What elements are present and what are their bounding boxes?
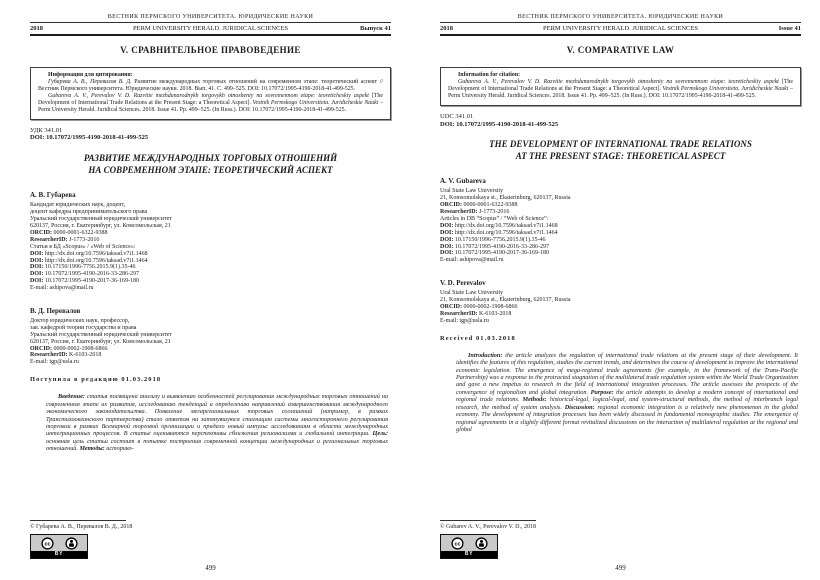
author-1-details	[30, 202, 391, 292]
author-1-name: А. В. Губарева	[30, 191, 76, 200]
article-title-line2: AT THE PRESENT STAGE: THEORETICAL ASPECT	[515, 151, 726, 162]
author-detail-line: Статьи в БД «Scopus» / «Web of Science»:	[30, 243, 136, 250]
creative-commons-icon	[451, 537, 464, 550]
author-1-name: A. V. Gubareva	[440, 177, 486, 186]
author-detail-line: Доктор юридических наук, профессор,	[30, 317, 130, 324]
article-title-line1: РАЗВИТИЕ МЕЖДУНАРОДНЫХ ТОРГОВЫХ ОТНОШЕНИЙ	[83, 153, 338, 164]
citation-text-segment: – Perm University Herald. Juridical Sciences. 2018. Issue 41. Pp. 499–525. (In Russ.). DOI: 10.17072/1995-4190-2018-41-499-525.	[448, 85, 793, 99]
page-footer	[440, 520, 801, 572]
author-2-details	[30, 318, 391, 366]
author-detail-line: DOI: 10.17072/1995-4190-2017-36-169-180	[440, 250, 550, 257]
received-date: Поступила в редакцию 01.03.2018	[30, 376, 162, 384]
cc-by-license-badge	[30, 534, 88, 559]
citation-box	[30, 67, 391, 120]
author-detail-line: DOI: 10.17072/1995-4190-2016-33-286-297	[30, 271, 140, 278]
citation-text-segment: Vestnik Permskogo Universiteta. Juridicheskie Nauki	[252, 99, 379, 106]
author-detail-line: E-mail: ashipova@mail.ru	[30, 285, 94, 292]
abstract-segment: Discussion: regional economic integration is a relatively new phenomenon in the global economy. The development of integration processes has been widely discussed in fundamental monographic studies. The emergence of regional agreements in a slightly different format revitalized discussions on the interaction of multilateral regulation at the regional and global	[456, 403, 798, 434]
citation-text-segment: [The Development of International Trade Relations at the Present Stage: a Theoretical Aspect].	[448, 78, 793, 92]
journal-header-row	[440, 25, 801, 32]
citation-text-segment: Губарева А. В., Перевалов В. Д.	[48, 78, 132, 85]
abstract-segment: Introduction: the article analyzes the regulation of international trade relations at the present stage of their development. It identifies the features of this regulation, studies the current trends, and determines the course of development to improve the international economic legislation. The emergence of mega-regional trade agreements (for example, in the framework of the Trans-Pacific Partnership) was a response to the protracted stagnation of the multilateral trade regulation system within the World Trade Organization and gave a new impetus to research in the field of international integration processes. The article assesses the prospects of the convergence of regionalism and global integration.	[456, 351, 798, 396]
journal-title-english: PERM UNIVERSITY HERALD. JURIDICAL SCIENCES	[543, 25, 698, 32]
svg-text:cc: cc	[453, 541, 461, 548]
author-detail-line: E-mail: tgp@usla.ru	[30, 359, 79, 366]
udc-block	[30, 127, 391, 142]
article-title	[30, 152, 391, 176]
cc-by-license-badge	[440, 534, 498, 559]
article-title-line2: НА СОВРЕМЕННОМ ЭТАПЕ: ТЕОРЕТИЧЕСКИЙ АСПЕКТ	[88, 165, 333, 176]
author-detail-line: 620137, Россия, г. Екатеринбург, ул. Комсомольская, 21	[30, 338, 171, 345]
author-detail-line: 620137, Россия, г. Екатеринбург, ул. Комсомольская, 21	[30, 223, 171, 230]
author-detail-line: ORCID: 0000-0001-6322-9388	[440, 202, 518, 209]
article-title-line1: THE DEVELOPMENT OF INTERNATIONAL TRADE RELATIONS	[489, 139, 752, 150]
author-detail-line: ORCID: 0000-0001-6322-9388	[30, 229, 108, 236]
header-rule-thick	[440, 34, 801, 36]
article-doi: DOI: 10.17072/1995-4190-2018-41-499-525	[30, 134, 149, 142]
journal-header-row	[30, 25, 391, 32]
author-detail-line: DOI: http://dx.doi.org/10.7596/taksad.v7i1.1464	[30, 257, 148, 264]
author-detail-line: DOI: http://dx.doi.org/10.7596/taksad.v7i1.1468	[30, 250, 148, 257]
citation-text-segment: Развитие международных торговых отношений на современном этапе: теоретический аспект // Вестник Пермского университета. Юридические науки. 2018. Вып. 41. С. 499–525. DOI: 10.17072/1995-4190-2018-41-499-525.	[38, 78, 384, 92]
author-detail-line: Кандидат юридических наук, доцент,	[30, 202, 126, 209]
author-detail-line: 21, Komsomolskaya st., Ekaterinburg, 620137, Russia	[440, 195, 571, 202]
header-rule-thick	[30, 34, 391, 36]
author-detail-line: DOI: 10.17072/1995-4190-2017-36-169-180	[30, 278, 140, 285]
author-detail-line: ResearcherID: K-6103-2018	[30, 352, 102, 359]
article-title	[440, 138, 801, 162]
journal-issue: Выпуск 41	[360, 25, 391, 32]
journal-title-russian: ВЕСТНИК ПЕРМСКОГО УНИВЕРСИТЕТА. ЮРИДИЧЕСКИЕ НАУКИ	[517, 14, 724, 20]
copyright-line: © Губарева А. В., Перевалов В. Д., 2018	[30, 524, 133, 530]
author-detail-line: ORCID: 0000-0002-1908-6866	[30, 345, 108, 352]
author-detail-line: DOI: http://dx.doi.org/10.7596/taksad.v7i1.1464	[440, 229, 558, 236]
page-number: 499	[205, 564, 216, 572]
abstract-segment: Purpose: the article attempts to develop a modern concept of international and regional trade relations.	[456, 388, 798, 404]
author-detail-line: Articles in DB “Scopus” / “Web of Science”:	[440, 216, 549, 223]
author-detail-line: Ural State Law University	[440, 290, 504, 297]
journal-issue: Issue 41	[778, 25, 801, 32]
author-detail-line: DOI: 10.17072/1995-4190-2016-33-286-297	[440, 243, 550, 250]
author-2-name: V. D. Perevalov	[440, 279, 486, 288]
cc-badge-icons	[441, 535, 497, 551]
author-detail-line: доцент кафедры предпринимательского права	[30, 209, 148, 216]
copyright-line: © Gubarev A. V., Perevalov V. D., 2018	[440, 524, 536, 530]
abstract-segment: Цель: основная цель статьи состоит в попытке построения современной концепции международных и региональных торговых отношений.	[46, 430, 388, 453]
abstract-segment: Методы: историко-	[79, 445, 134, 453]
citation-paragraph-translit	[38, 93, 383, 114]
footnote-rule	[30, 520, 126, 521]
abstract-segment: Methods: historical-legal, logical-legal, and system-structural methods, the method of interbranch legal research, the method of system analysis.	[456, 396, 798, 411]
udc-block	[440, 113, 801, 128]
udc-number: УДК 341.01	[30, 126, 63, 134]
abstract-paragraph	[456, 352, 798, 434]
citation-heading: Information for citation:	[458, 72, 521, 78]
header-rule-thin	[30, 22, 391, 23]
author-detail-line: ORCID: 0000-0002-1908-6866	[440, 304, 518, 311]
attribution-person-icon	[65, 537, 78, 550]
author-detail-line: ResearcherID: J-1773-2016	[440, 209, 510, 216]
attribution-person-icon	[475, 537, 488, 550]
page-footer	[30, 520, 391, 572]
citation-text-segment: Gubareva A. V., Perevalov V. D. Razvitie mezhdunarodnykh torgovykh otnosheniy na sovremennom etape: teoreticheskiy aspekt	[48, 92, 369, 99]
section-title: V. COMPARATIVE LAW	[566, 45, 675, 55]
received-date: Received 01.03.2018	[440, 334, 516, 342]
page-right	[410, 0, 820, 580]
citation-paragraph-russian	[38, 79, 383, 93]
author-1-details	[440, 188, 801, 264]
citation-text-segment: Vestnik Permskogo Universiteta. Juridicheskie Nauki	[662, 85, 789, 92]
citation-heading: Информация для цитирования:	[48, 72, 133, 78]
svg-text:cc: cc	[43, 541, 51, 548]
author-detail-line: DOI: http://dx.doi.org/10.7596/taksad.v7i1.1468	[440, 222, 558, 229]
abstract-segment: Введение: статья посвящена анализу и выявлению особенностей регулирования международных торговых отношений на современном этапе их развития, исследованию тенденций и определению направлений совершенствования международного экономического законодательства. Появление мегарегиональных торговых соглашений (например, в рамках Транстихоокеанского партнерства) стало ответом на затянувшуюся стагнацию системы многостороннего регулирования торговли в рамках Всемирной торговой организации и придало новый импульс исследованиям в области международных интеграционных процессов. В статье оцениваются перспективы сближения регионализма и глобальной интеграции.	[46, 393, 388, 438]
citation-paragraph-translit	[448, 79, 793, 100]
author-detail-line: Ural State Law University	[440, 188, 504, 195]
author-detail-line: Уральский государственный юридический университет	[30, 331, 172, 338]
journal-year: 2018	[30, 25, 43, 32]
citation-text-segment: – Perm University Herald. Juridical Sciences. 2018. Issue 41. Pp. 499–525. (In Russ.). DOI: 10.17072/1995-4190-2018-41-499-525.	[38, 99, 383, 113]
footnote-rule	[440, 520, 536, 521]
citation-box	[440, 67, 801, 106]
section-title: V. СРАВНИТЕЛЬНОЕ ПРАВОВЕДЕНИЕ	[120, 45, 301, 55]
author-2-name: В. Д. Перевалов	[30, 306, 81, 315]
citation-text-segment: Gubareva A. V., Perevalov V. D. Razvitie mezhdunarodnykh torgovykh otnosheniy na sovremennom etape: teoreticheskiy aspekt	[458, 78, 779, 85]
author-2-details	[440, 290, 801, 324]
cc-badge-icons	[31, 535, 87, 551]
cc-by-label: BY	[441, 551, 497, 558]
author-detail-line: DOI: 10.17150/1996-7756.2015.9(1).35-46	[440, 236, 546, 243]
cc-by-label: BY	[31, 551, 87, 558]
udc-number: UDC 341.01	[440, 112, 474, 120]
author-detail-line: E-mail: tgp@usla.ru	[440, 317, 489, 324]
author-detail-line: ResearcherID: J-1773-2016	[30, 236, 100, 243]
creative-commons-icon	[41, 537, 54, 550]
journal-title-english: PERM UNIVERSITY HERALD. JURIDICAL SCIENCES	[133, 25, 288, 32]
abstract-paragraph	[46, 393, 388, 453]
page-number: 499	[615, 564, 626, 572]
journal-title-russian: ВЕСТНИК ПЕРМСКОГО УНИВЕРСИТЕТА. ЮРИДИЧЕСКИЕ НАУКИ	[107, 14, 314, 20]
author-detail-line: E-mail: ashipova@mail.ru	[440, 257, 504, 264]
author-detail-line: 21, Komsomolskaya st., Ekaterinburg, 620137, Russia	[440, 297, 571, 304]
author-detail-line: ResearcherID: K-6103-2018	[440, 310, 512, 317]
header-rule-thin	[440, 22, 801, 23]
author-detail-line: DOI: 10.17150/1996-7756.2015.9(1).35-46	[30, 264, 136, 271]
author-detail-line: Уральский государственный юридический университет	[30, 216, 172, 223]
author-detail-line: зав. кафедрой теории государства и права	[30, 324, 137, 331]
citation-text-segment: [The Development of International Trade Relations at the Present Stage: a Theoretical Aspect].	[38, 92, 383, 106]
article-doi: DOI: 10.17072/1995-4190-2018-41-499-525	[440, 120, 559, 128]
journal-year: 2018	[440, 25, 453, 32]
